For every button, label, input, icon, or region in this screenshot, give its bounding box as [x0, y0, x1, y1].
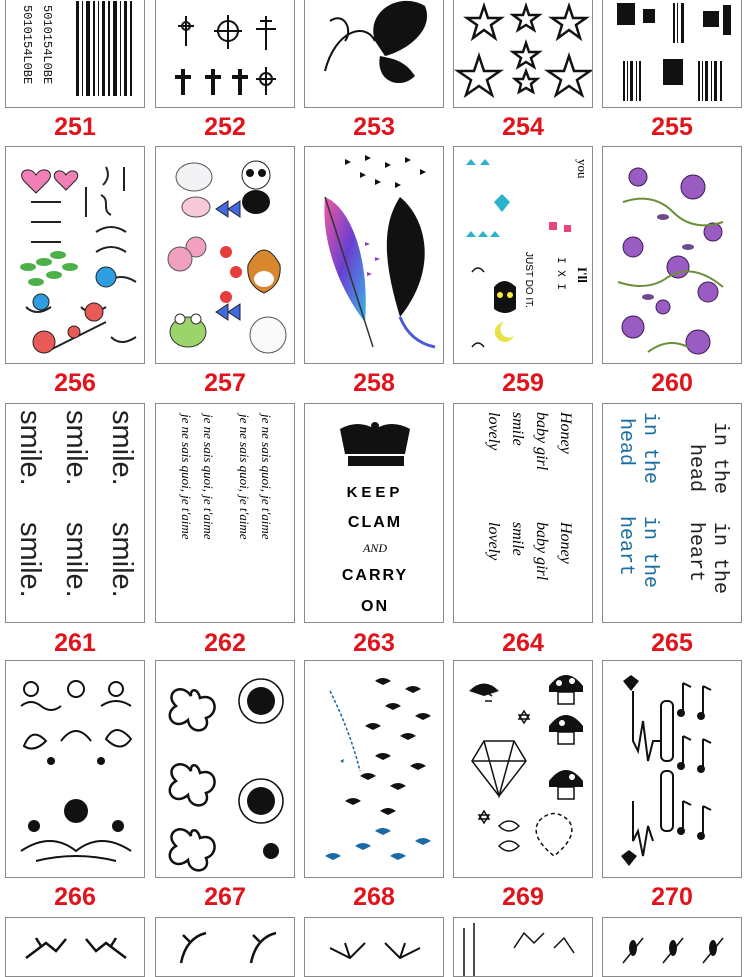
tattoo-card-267[interactable] [155, 660, 295, 878]
item-number: 266 [54, 883, 96, 911]
barcode-text-2: 5010154L0BE [20, 5, 34, 85]
antler-icon [305, 918, 444, 977]
item-number: 253 [353, 113, 395, 141]
tattoo-card-262[interactable] [155, 403, 295, 623]
smile-text: smile. [106, 410, 138, 486]
tattoo-card-271[interactable] [5, 917, 145, 977]
head-text-teal: head [614, 418, 637, 467]
item-number: 265 [651, 629, 693, 657]
baby-girl-text: baby girl [533, 522, 550, 581]
ornament-flowers [6, 661, 145, 878]
item-number: 260 [651, 369, 693, 397]
item-number: 263 [353, 629, 395, 657]
item-number: 258 [353, 369, 395, 397]
heartbeat-music [603, 661, 742, 878]
script-text: je ne sais quoi, je t'aime [201, 414, 216, 540]
lovely-text: lovely [485, 412, 502, 451]
text-ill: I'll [575, 267, 590, 283]
smile-script-text: smile [509, 412, 526, 446]
on-text: ON [361, 598, 389, 615]
cross-icons [156, 0, 295, 108]
tattoo-card-273[interactable] [304, 917, 444, 977]
smile-text: smile. [106, 522, 138, 598]
item-number: 255 [651, 113, 693, 141]
and-text: AND [363, 541, 387, 555]
clover-sunflower [156, 661, 295, 878]
in-the-text: in the [708, 522, 731, 595]
keep-text: KEEP [346, 484, 404, 501]
tattoo-card-275[interactable] [602, 917, 742, 977]
honey-text: Honey [557, 412, 574, 454]
text-you: you [575, 159, 590, 179]
carry-text: CARRY [341, 567, 409, 584]
tattoo-card-259[interactable] [453, 146, 593, 364]
birds-icon [305, 661, 444, 878]
smile-text: smile. [14, 522, 46, 598]
heart-text-teal: heart [614, 516, 637, 577]
hearts-arrows-flowers [6, 147, 145, 364]
text-just-do-it: JUST DO IT. [523, 252, 534, 308]
script-text: je ne sais quoi, je t'aime [179, 414, 194, 540]
tattoo-card-261[interactable] [5, 403, 145, 623]
tattoo-card-260[interactable] [602, 146, 742, 364]
in-the-text-teal: in the [638, 412, 661, 485]
item-number: 261 [54, 629, 96, 657]
tattoo-card-253[interactable] [304, 0, 444, 108]
smile-script-text: smile [509, 522, 526, 556]
smile-text: smile. [60, 522, 92, 598]
animals-flowers [156, 147, 295, 364]
butterfly-icon [305, 0, 444, 108]
text-ixi: I X I [554, 257, 566, 291]
lovely-text: lovely [485, 522, 502, 561]
in-the-text-teal: in the [638, 516, 661, 589]
script-text: je ne sais quoi, je t'aime [259, 414, 274, 540]
tattoo-card-251[interactable] [5, 0, 145, 108]
item-number: 251 [54, 113, 96, 141]
purple-flowers [603, 147, 742, 364]
tattoo-card-257[interactable] [155, 146, 295, 364]
line-art-icon [454, 918, 593, 977]
item-number: 257 [204, 369, 246, 397]
item-number: 262 [204, 629, 246, 657]
antler-icon [156, 918, 295, 977]
item-number: 268 [353, 883, 395, 911]
star-icons [454, 0, 593, 108]
tattoo-card-255[interactable] [602, 0, 742, 108]
tattoo-card-265[interactable] [602, 403, 742, 623]
tattoo-card-264[interactable] [453, 403, 593, 623]
item-number: 256 [54, 369, 96, 397]
tattoo-card-272[interactable] [155, 917, 295, 977]
leaf-branch-icon [603, 918, 742, 977]
antler-icon [6, 918, 145, 977]
tattoo-card-263[interactable] [304, 403, 444, 623]
mushrooms-diamond [454, 661, 593, 878]
tattoo-card-269[interactable] [453, 660, 593, 878]
tattoo-card-274[interactable] [453, 917, 593, 977]
tattoo-card-266[interactable] [5, 660, 145, 878]
baby-girl-text: baby girl [533, 412, 550, 471]
tattoo-card-254[interactable] [453, 0, 593, 108]
tattoo-card-270[interactable] [602, 660, 742, 878]
heart-text: heart [684, 522, 707, 583]
honey-text: Honey [557, 522, 574, 564]
barcode-text: 5010154L0BE [40, 5, 54, 85]
clam-text: CLAM [347, 514, 403, 531]
item-number: 254 [502, 113, 544, 141]
smile-text: smile. [14, 410, 46, 486]
tattoo-card-252[interactable] [155, 0, 295, 108]
tattoo-card-268[interactable] [304, 660, 444, 878]
item-number: 270 [651, 883, 693, 911]
script-text: je ne sais quoi, je t'aime [237, 414, 252, 540]
item-number: 267 [204, 883, 246, 911]
barcode-icon [603, 0, 742, 108]
item-number: 259 [502, 369, 544, 397]
tattoo-card-256[interactable] [5, 146, 145, 364]
item-number: 264 [502, 629, 544, 657]
feather-birds [305, 147, 444, 364]
head-text: head [684, 444, 707, 493]
in-the-text: in the [708, 422, 731, 495]
smile-text: smile. [60, 410, 92, 486]
item-number: 252 [204, 113, 246, 141]
tattoo-card-258[interactable] [304, 146, 444, 364]
item-number: 269 [502, 883, 544, 911]
